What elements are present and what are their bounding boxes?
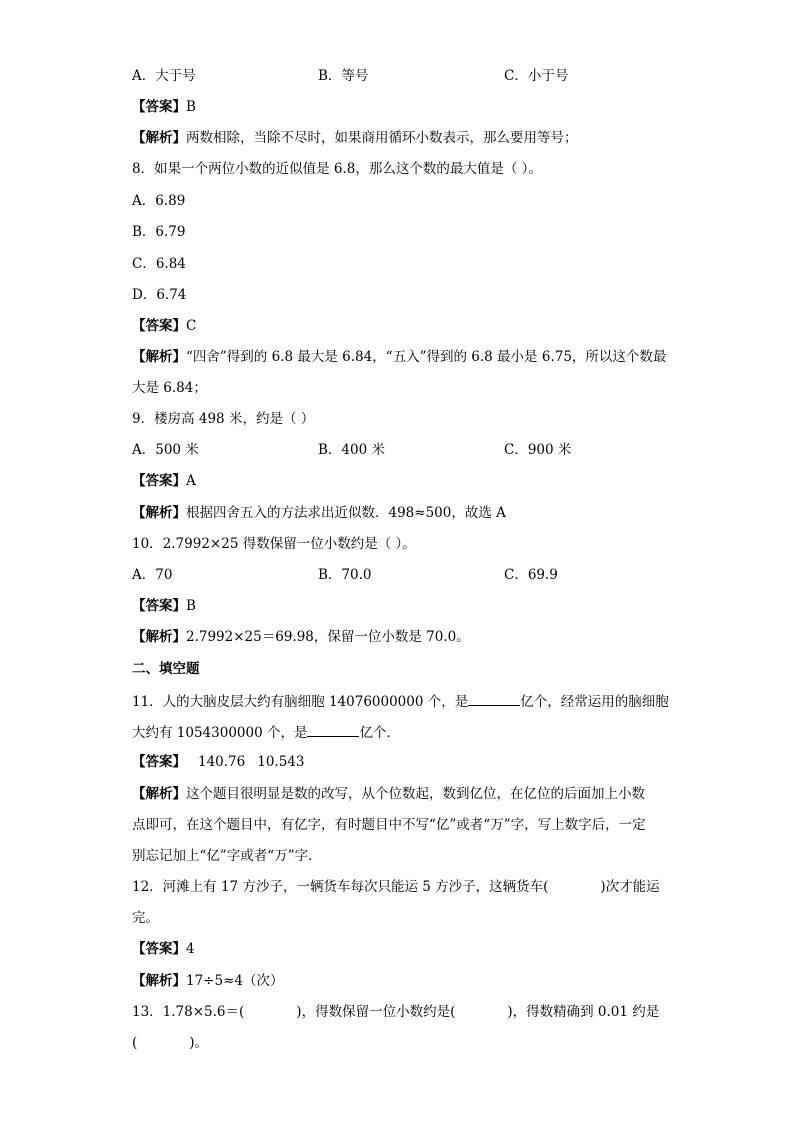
q9-option-b: B．400 米 [318, 442, 385, 458]
q13-close-paren: )。 [189, 1035, 209, 1051]
analysis-label: 【解析】 [132, 349, 186, 365]
section-title: 二、填空题 [132, 661, 200, 677]
q12-answer [132, 941, 195, 957]
q8-option-c: C．6.84 [132, 256, 186, 272]
answer-value: B [186, 99, 196, 115]
q7-option-c: C．小于号 [504, 68, 569, 84]
q11-blank-1 [468, 692, 520, 706]
q12-stem-line2: 完。 [132, 910, 159, 926]
q8-stem: 8．如果一个两位小数的近似值是 6.8，那么这个数的最大值是（ ）。 [132, 161, 542, 177]
q8-analysis-line2: 大是 6.84； [132, 380, 207, 396]
q10-stem: 10．2.7992×25 得数保留一位小数约是（ ）。 [132, 536, 416, 552]
q13-stem-part1: 13．1.78×5.6＝( [132, 1004, 245, 1020]
q12-analysis [132, 973, 283, 989]
answer-value: A [186, 473, 196, 489]
q11-analysis-line3: 别忘记加上“亿”字或者“万”字． [132, 848, 322, 864]
q7-option-b: B．等号 [318, 68, 369, 84]
analysis-text: 17÷5≈4（次） [186, 973, 284, 989]
answer-value: 4 [186, 941, 195, 957]
q9-answer [132, 473, 196, 489]
analysis-text: 2.7992×25＝69.98，保留一位小数是 70.0。 [186, 629, 470, 645]
q7-analysis [132, 130, 578, 146]
q11-stem-line1 [132, 692, 669, 710]
q8-analysis-line1 [132, 349, 666, 365]
analysis-label: 【解析】 [132, 505, 186, 521]
q10-answer [132, 598, 196, 614]
analysis-label: 【解析】 [132, 786, 186, 802]
q11-stem-part4: 亿个． [359, 725, 400, 741]
q11-blank-2 [307, 723, 359, 737]
analysis-text: 两数相除，当除不尽时，如果商用循环小数表示，那么要用等号； [186, 130, 578, 146]
q10-option-b: B．70.0 [318, 567, 372, 583]
analysis-label: 【解析】 [132, 629, 186, 645]
q10-analysis [132, 629, 470, 645]
q8-answer [132, 318, 196, 334]
q7-option-a: A．大于号 [132, 68, 196, 84]
q11-stem-part3: 大约有 1054300000 个，是 [132, 725, 308, 741]
answer-label: 【答案】 [132, 473, 186, 489]
q11-stem-line2 [132, 723, 400, 741]
q13-stem-part3: )，得数精确到 0.01 约是 [507, 1004, 660, 1020]
answer-label: 【答案】 [132, 941, 186, 957]
analysis-text: 这个题目很明显是数的改写，从个位数起，数到亿位，在亿位的后面加上小数 [186, 786, 645, 802]
q10-option-a: A．70 [132, 567, 173, 583]
q9-stem: 9．楼房高 498 米，约是（ ） [132, 411, 315, 427]
q7-answer [132, 99, 196, 115]
analysis-label: 【解析】 [132, 130, 186, 146]
q13-stem-part2: )，得数保留一位小数约是( [296, 1004, 456, 1020]
answer-label: 【答案】 [132, 754, 186, 770]
q13-stem-line1 [132, 1004, 659, 1020]
q11-analysis-line2: 点即可，在这个题目中，有亿字，有时题目中不写“亿”或者“万”字，写上数字后，一定 [132, 817, 646, 833]
q8-option-a: A．6.89 [132, 193, 186, 209]
answer-value: B [186, 598, 196, 614]
answer-label: 【答案】 [132, 598, 186, 614]
analysis-text: “四舍”得到的 6.8 最大是 6.84，“五入”得到的 6.8 最小是 6.75，所以这个数最 [186, 349, 667, 365]
q11-analysis-line1 [132, 786, 645, 802]
answer-value-1: 140.76 [198, 754, 246, 770]
q9-option-a: A．500 米 [132, 442, 199, 458]
answer-label: 【答案】 [132, 99, 186, 115]
answer-label: 【答案】 [132, 318, 186, 334]
q11-answer [132, 754, 305, 770]
q13-stem-line2 [132, 1035, 208, 1051]
q12-stem-line1 [132, 879, 660, 895]
q11-stem-part2: 亿个，经常运用的脑细胞 [520, 694, 669, 710]
q9-analysis [132, 505, 506, 521]
answer-value-2: 10.543 [257, 754, 305, 770]
q11-stem-part1: 11．人的大脑皮层大约有脑细胞 14076000000 个，是 [132, 694, 469, 710]
q8-option-b: B．6.79 [132, 224, 186, 240]
q13-open-paren: ( [132, 1035, 138, 1051]
q8-option-d: D．6.74 [132, 287, 187, 303]
q9-option-c: C．900 米 [504, 442, 572, 458]
q12-stem-part1: 12．河滩上有 17 方沙子，一辆货车每次只能运 5 方沙子，这辆货车( [132, 879, 549, 895]
q12-stem-part2: )次才能运 [600, 879, 660, 895]
q10-option-c: C．69.9 [504, 567, 558, 583]
analysis-label: 【解析】 [132, 973, 186, 989]
answer-value: C [186, 318, 197, 334]
analysis-text: 根据四舍五入的方法求出近似数．498≈500，故选 A [186, 505, 506, 521]
